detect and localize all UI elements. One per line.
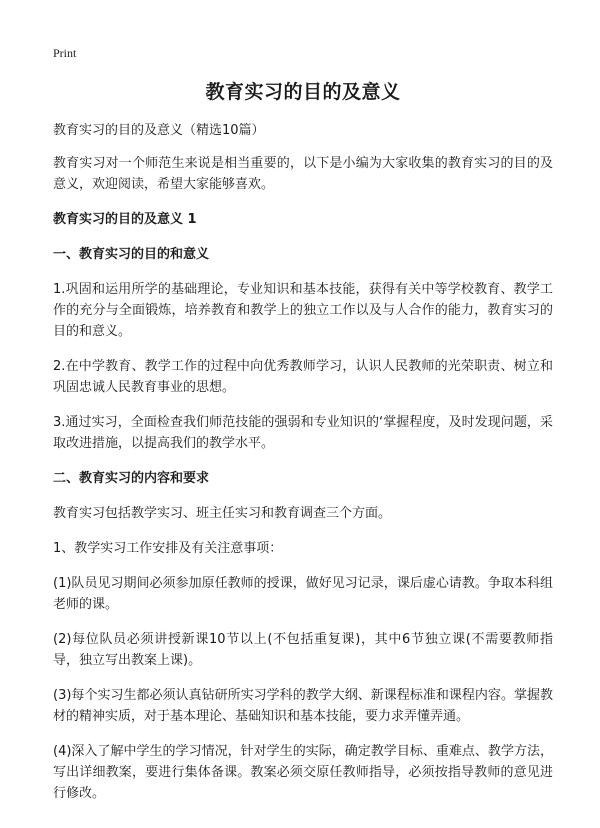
- print-link[interactable]: Print: [53, 46, 77, 60]
- part2-intro: 教育实习包括教学实习、班主任实习和教育调查三个方面。: [53, 506, 392, 521]
- intro-paragraph: 教育实习对一个师范生来说是相当重要的，以下是小编为大家收集的教育实习的目的及意义，欢迎阅读，希望大家能够喜欢。: [53, 156, 553, 192]
- part2-subheading: 1、教学实习工作安排及有关注意事项：: [53, 541, 283, 556]
- document-title: 教育实习的目的及意义: [205, 81, 401, 103]
- part1-item: 2.在中学教育、教学工作的过程中向优秀教师学习，认识人民教师的光荣职责、树立和巩固忠诚人民教育事业的思想。: [53, 359, 553, 395]
- section-title: 教育实习的目的及意义 1: [53, 212, 197, 227]
- document-subtitle: 教育实习的目的及意义（精选10篇）: [53, 123, 265, 138]
- part2-item: (3)每个实习生都必须认真钻研所实习学科的教学大纲、新课程标准和课程内容。掌握教材的精神实质，对于基本理论、基础知识和基本技能，要力求弄懂弄通。: [53, 688, 553, 724]
- part2-item: (2)每位队员必须讲授新课10节以上(不包括重复课)，其中6节独立课(不需要教师指导，独立写出教案上课)。: [53, 632, 553, 668]
- part2-item: (1)队员见习期间必须参加原任教师的授课，做好见习记录，课后虚心请教。争取本科组老师的课。: [53, 576, 553, 612]
- part1-heading: 一、教育实习的目的和意义: [53, 247, 210, 262]
- part1-item: 3.通过实习，全面检查我们师范技能的强弱和专业知识的‘掌握程度，及时发现问题，采取改进措施，以提高我们的教学水平。: [53, 415, 553, 451]
- document-page: [53, 78, 553, 818]
- part2-item: (4)深入了解中学生的学习情况，针对学生的实际，确定教学目标、重难点、教学方法，写出详细教案，要进行集体备课。教案必须交原任教师指导，必须按指导教师的意见进行修改。: [53, 744, 553, 801]
- part2-heading: 二、教育实习的内容和要求: [53, 471, 210, 486]
- part1-item: 1.巩固和运用所学的基础理论，专业知识和基本技能，获得有关中等学校教育、教学工作的充分与全面锻炼，培养教育和教学上的独立工作以及与人合作的能力，教育实习的目的和意义。: [53, 282, 553, 339]
